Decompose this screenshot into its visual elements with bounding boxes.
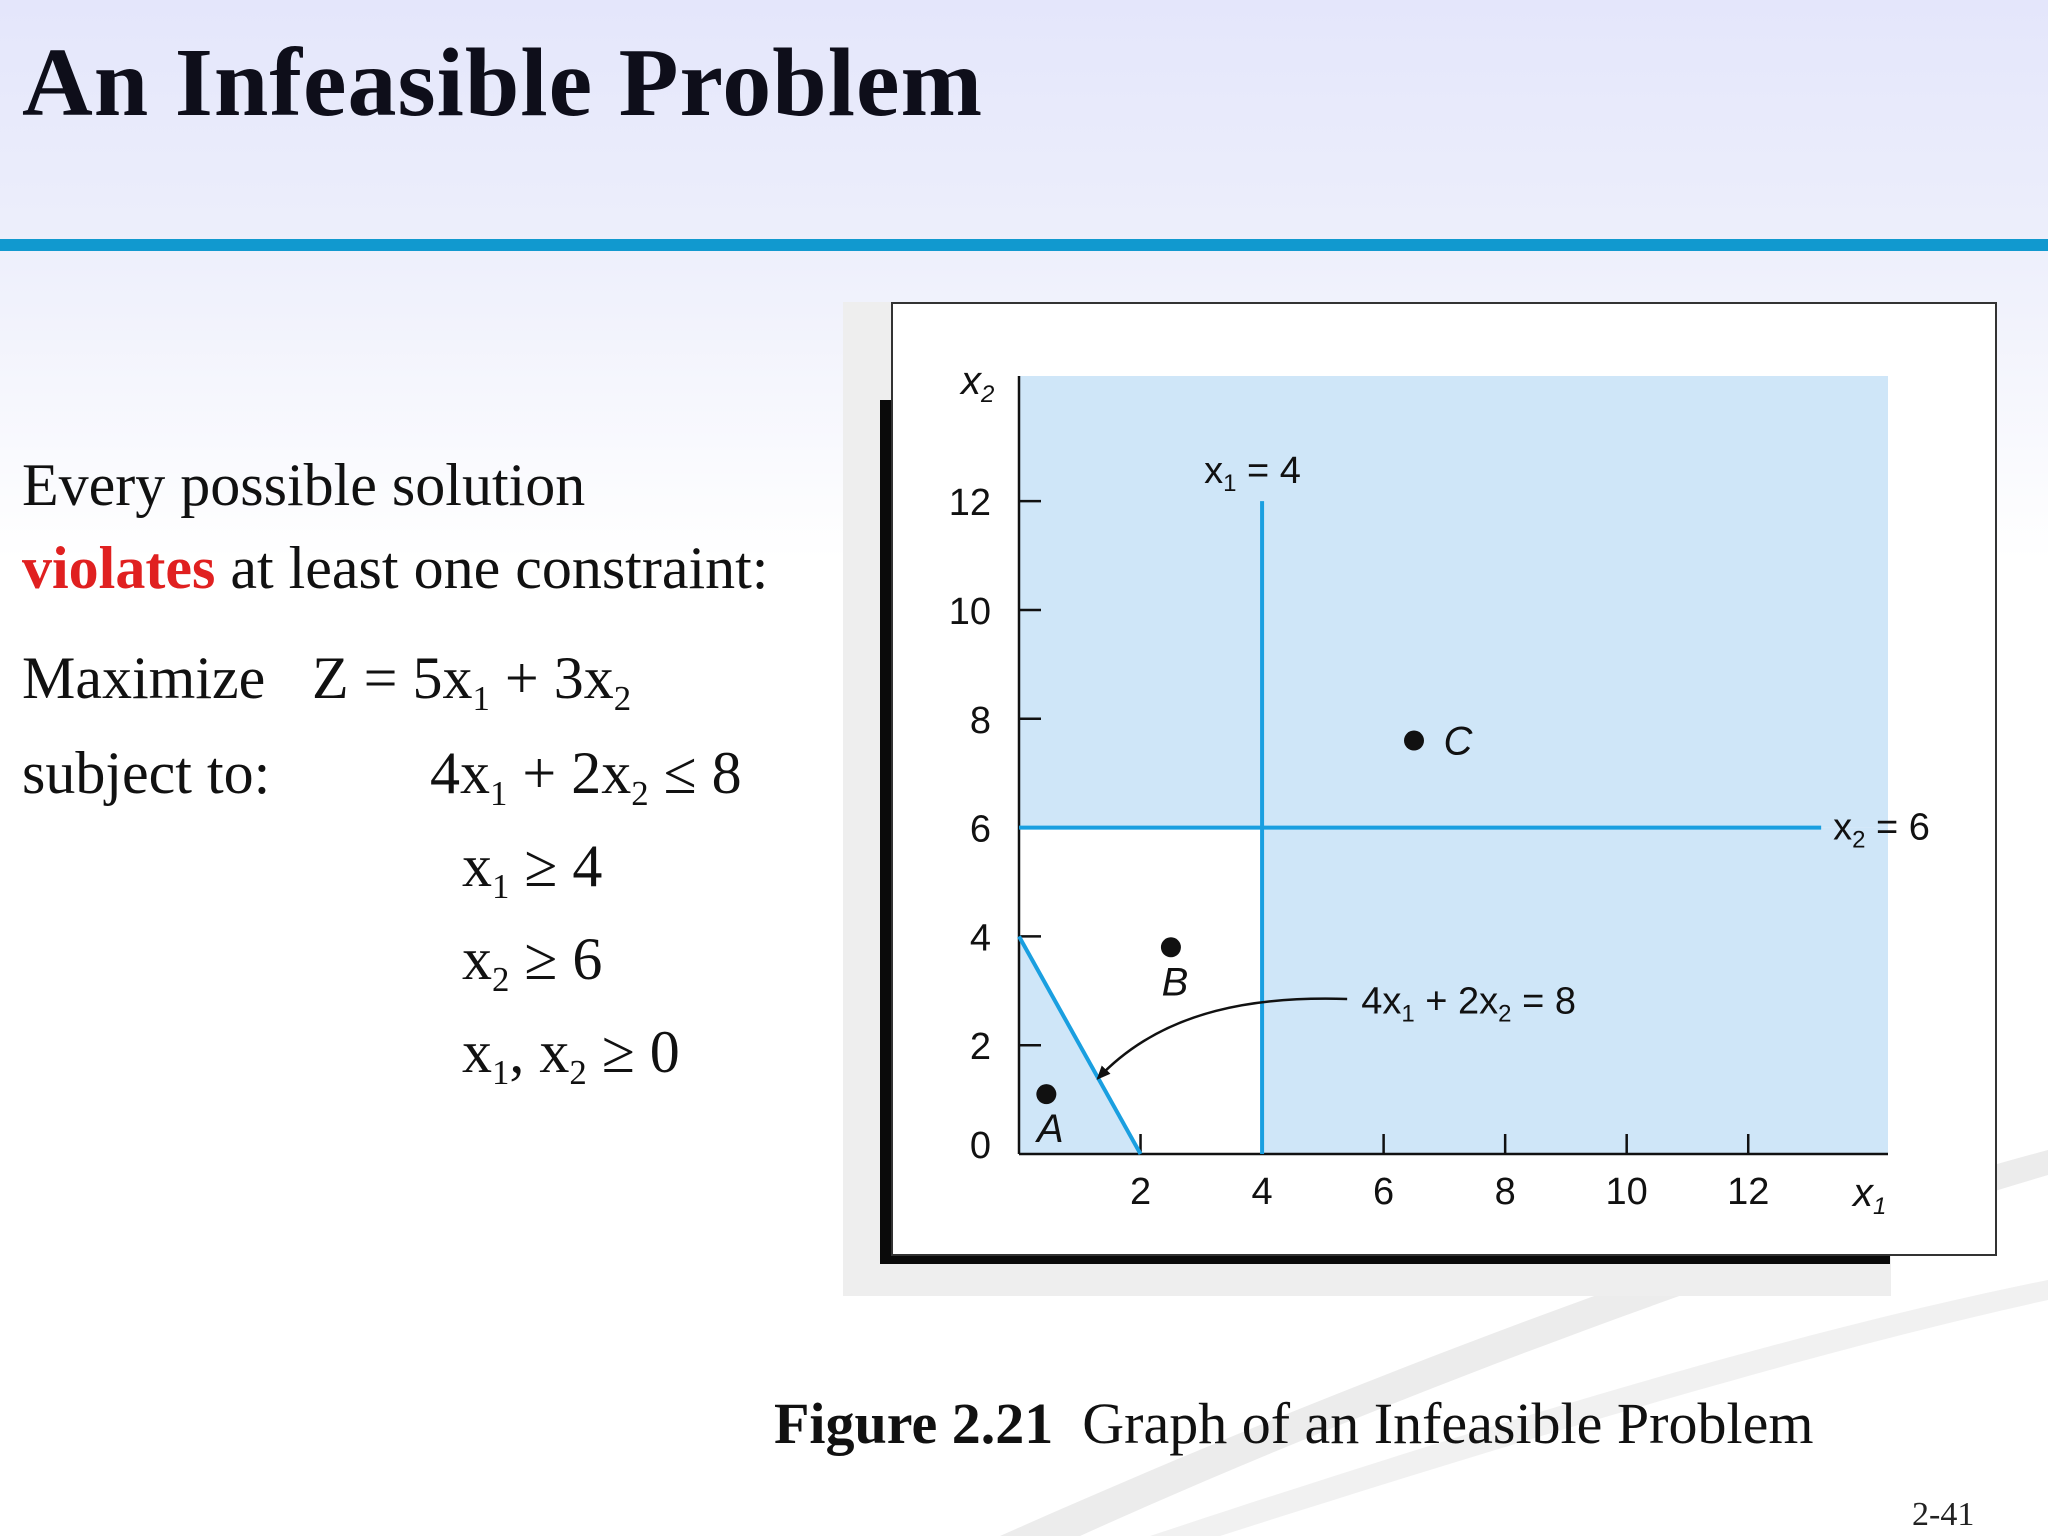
- y-tick-label-4: 4: [969, 917, 991, 960]
- y-axis-label: $x_2$: [961, 359, 995, 408]
- point-label-c: C: [1443, 719, 1473, 764]
- figure-caption-text: Graph of an Infeasible Problem: [1082, 1391, 1814, 1456]
- x-axis-label: $x_1$: [1853, 1171, 1887, 1220]
- x-tick-label-10: 10: [1605, 1171, 1648, 1213]
- intro-line-2-rest: at least one constraint:: [215, 535, 769, 601]
- page-number: 2-41: [1912, 1496, 1975, 1533]
- y-tick-label-12: 12: [948, 482, 991, 525]
- intro-line-1: Every possible solution: [22, 452, 586, 518]
- slide-title: An Infeasible Problem: [22, 29, 984, 137]
- intro-line-2: [22, 535, 769, 601]
- objective-function: $Z = 5x_1 + 3x_2$: [312, 645, 632, 719]
- objective-label: Maximize: [22, 645, 266, 711]
- label-4x1-2x2-eq-8: $4x_1 + 2x_2 = 8$: [1361, 980, 1576, 1028]
- y-tick-label-8: 8: [969, 699, 991, 742]
- point-b: [1161, 937, 1181, 957]
- label-x2-eq-6: $x_2 = 6$: [1833, 806, 1930, 854]
- point-a: [1036, 1084, 1056, 1104]
- x-tick-label-12: 12: [1727, 1171, 1770, 1213]
- y-tick-label-6: 6: [969, 808, 991, 851]
- violates-highlight: violates: [22, 535, 216, 601]
- y-tick-label-2: 2: [969, 1026, 991, 1069]
- x-tick-label-2: 2: [1129, 1171, 1152, 1213]
- y-tick-label-0: 0: [969, 1125, 991, 1167]
- constraint-4: $x_1$, $x_2 \ge 0$: [462, 1019, 680, 1093]
- point-c: [1404, 731, 1424, 751]
- figure-caption: [774, 1390, 1813, 1457]
- subject-to-label: subject to:: [22, 740, 271, 806]
- constraint-3: $x_2 \ge 6$: [462, 926, 603, 1000]
- label-x1-eq-4: $x_1 = 4$: [1204, 450, 1301, 498]
- point-label-b: B: [1161, 960, 1189, 1005]
- constraint-2: $x_1 \ge 4$: [462, 833, 603, 907]
- infeasible-chart: [891, 302, 1997, 1256]
- figure-caption-label: Figure 2.21: [774, 1391, 1054, 1456]
- y-tick-label-10: 10: [948, 590, 991, 633]
- point-label-a: A: [1037, 1107, 1064, 1152]
- x-tick-label-8: 8: [1494, 1171, 1516, 1213]
- x-tick-label-6: 6: [1373, 1171, 1395, 1213]
- title-underline: [0, 239, 2048, 251]
- constraint-1: $4x_1 + 2x_2 \le 8$: [430, 740, 742, 814]
- x-tick-label-4: 4: [1251, 1171, 1273, 1213]
